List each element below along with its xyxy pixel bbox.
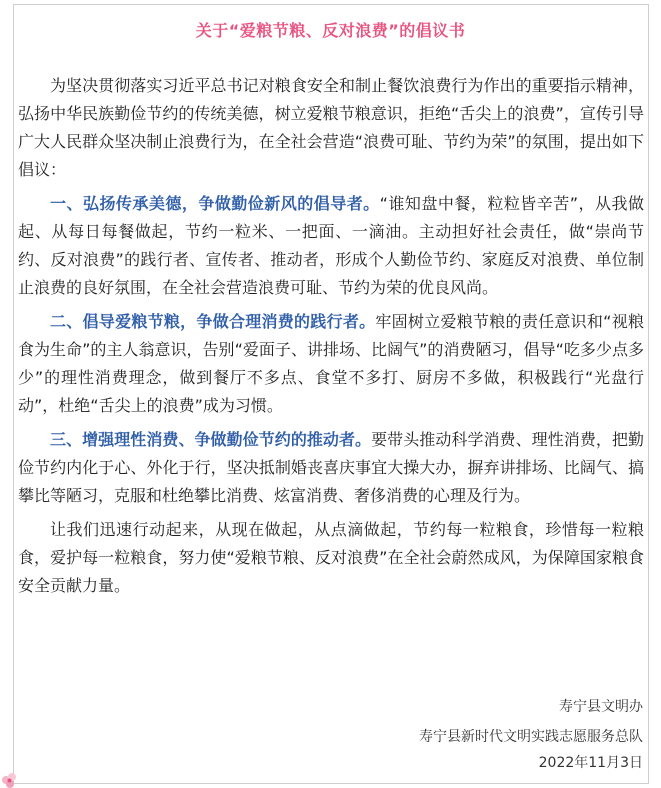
section-3-paragraph (18, 426, 644, 510)
document-body (18, 72, 644, 606)
section-1-text: “谁知盘中餐，粒粒皆辛苦”，从我做起、从每日每餐做起，节约一粒米、一把面、一滴油。主动担好社会责任，做“崇尚节约、反对浪费”的践行者、宣传者、推动者，形成个人勤俭节约、家庭反对浪费、单位制止浪费的良好氛围，在全社会营造浪费可耻、节约为荣的优良风尚。 (18, 194, 644, 297)
section-3-text: 要带头推动科学消费、理性消费，把勤俭节约内化于心、外化于行，坚决抵制婚丧喜庆事宜大操大办，摒弃讲排场、比阔气、搞攀比等陋习，克服和杜绝攀比消费、炫富消费、奢侈消费的心理及行为。 (18, 430, 644, 505)
signature-date: 2022年11月3日 (538, 755, 643, 771)
section-2-paragraph (18, 308, 644, 420)
section-3-heading: 三、增强理性消费、争做勤俭节约的推动者。 (50, 430, 372, 449)
flower-decoration-icon (0, 766, 26, 788)
intro-paragraph: 为坚决贯彻落实习近平总书记对粮食安全和制止餐饮浪费行为作出的重要指示精神，弘扬中华民族勤俭节约的传统美德，树立爱粮节粮意识，拒绝“舌尖上的浪费”，宣传引导广大人民群众坚决制止浪费行为，在全社会营造“浪费可耻、节约为荣”的氛围，提出如下倡议： (18, 76, 644, 179)
section-2-heading: 二、倡导爱粮节粮，争做合理消费的践行者。 (50, 312, 376, 331)
signature-org-1: 寿宁县文明办 (559, 699, 643, 715)
section-1-heading: 一、弘扬传承美德，争做勤俭新风的倡导者。 (50, 194, 380, 213)
section-2-text: 牢固树立爱粮节粮的责任意识和“视粮食为生命”的主人翁意识，告别“爱面子、讲排场、比阔气”的消费陋习，倡导“吃多少点多少”的理性消费理念，做到餐厅不多点、食堂不多打、厨房不多做，积极践行“光盘行动”，杜绝“舌尖上的浪费”成为习惯。 (18, 312, 644, 415)
closing-paragraph: 让我们迅速行动起来，从现在做起，从点滴做起，节约每一粒粮食，珍惜每一粒粮食，爱护每一粒粮食，努力使“爱粮节粮、反对浪费”在全社会蔚然成风，为保障国家粮食安全贡献力量。 (18, 520, 644, 595)
section-1-paragraph (18, 190, 644, 302)
signature-org-2: 寿宁县新时代文明实践志愿服务总队 (419, 729, 643, 745)
document-title: 关于“爱粮节粮、反对浪费”的倡议书 (195, 21, 466, 40)
